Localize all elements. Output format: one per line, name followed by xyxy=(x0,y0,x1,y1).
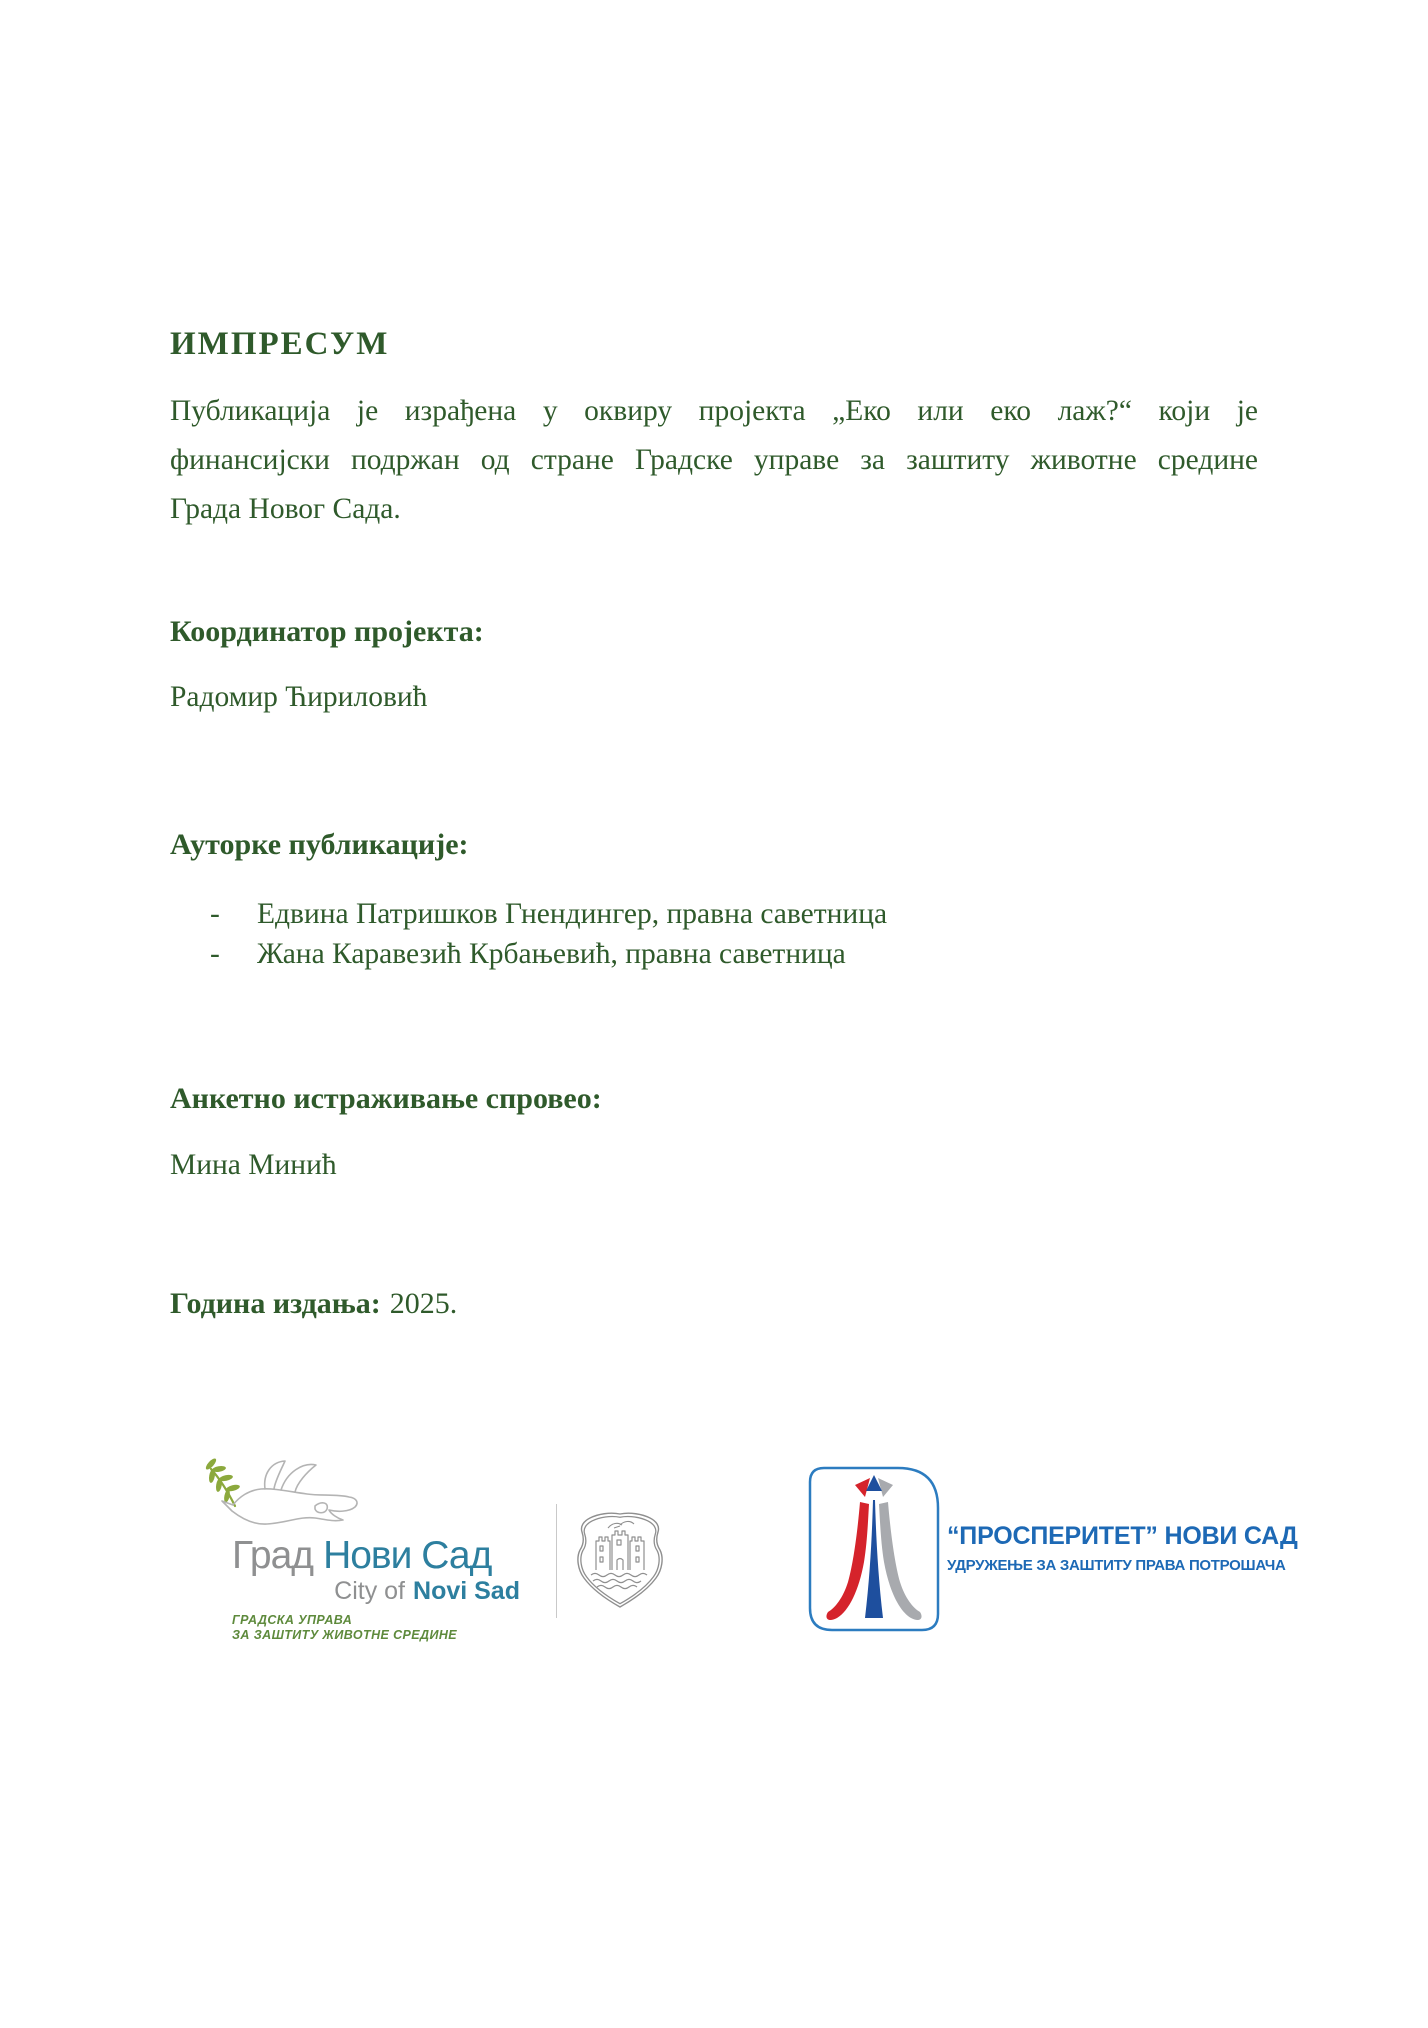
coordinator-heading: Координатор пројекта: xyxy=(170,615,484,648)
logo-divider xyxy=(556,1504,557,1618)
prosperitet-name-label: “ПРОСПЕРИТЕТ” НОВИ САД xyxy=(947,1522,1298,1550)
edition-value: 2025. xyxy=(389,1287,458,1320)
novi-sad-logo xyxy=(232,1536,520,1643)
intro-line: Публикација је израђена у оквиру пројекта „Еко или еко лаж?“ који је xyxy=(170,395,1258,427)
coat-of-arms-icon xyxy=(574,1510,666,1610)
prosperitet-logo xyxy=(947,1522,1298,1574)
intro-line: Града Новог Сада. xyxy=(170,493,401,525)
department-line: ГРАДСКА УПРАВА xyxy=(232,1613,353,1627)
edition-year-line xyxy=(170,1287,457,1321)
list-dash-marker: - xyxy=(210,898,220,930)
prosperitet-subtitle-label: УДРУЖЕЊЕ ЗА ЗАШТИТУ ПРАВА ПОТРОШАЧА xyxy=(947,1557,1286,1574)
city-department-label xyxy=(232,1613,520,1643)
novi-sad-name-label: Нови Сад xyxy=(323,1534,492,1577)
novi-sad-wordmark-cyr xyxy=(232,1536,520,1575)
author-item xyxy=(170,934,1258,974)
novi-sad-wordmark-en xyxy=(232,1579,520,1604)
coordinator-name: Радомир Ћириловић xyxy=(170,681,428,713)
edition-label: Година издања: xyxy=(170,1287,381,1320)
olive-branch-icon xyxy=(204,1457,240,1506)
author-item xyxy=(170,894,1258,934)
author-list xyxy=(170,894,1258,974)
prosperitet-arrows-icon xyxy=(808,1466,940,1632)
novi-sad-grad-label: Град xyxy=(232,1534,314,1577)
author-name: Жана Каравезић Крбањевић, правна саветница xyxy=(257,938,846,970)
novi-sad-en-label: Novi Sad xyxy=(413,1577,520,1605)
dove-icon xyxy=(203,1456,375,1540)
surveyor-name: Мина Минић xyxy=(170,1149,337,1181)
city-of-label: City of xyxy=(334,1577,406,1605)
list-dash-marker: - xyxy=(210,938,220,970)
authors-heading: Ауторке публикације: xyxy=(170,828,469,861)
intro-paragraph xyxy=(170,387,1258,534)
intro-line: финансијски подржан од стране Градске управе за заштиту животне средине xyxy=(170,444,1258,476)
page-title: ИМПРЕСУМ xyxy=(170,326,390,362)
survey-heading: Анкетно истраживање спровео: xyxy=(170,1082,602,1115)
department-line: ЗА ЗАШТИТУ ЖИВОТНЕ СРЕДИНЕ xyxy=(232,1628,458,1642)
author-name: Едвина Патришков Гнендингер, правна саветница xyxy=(257,898,888,930)
